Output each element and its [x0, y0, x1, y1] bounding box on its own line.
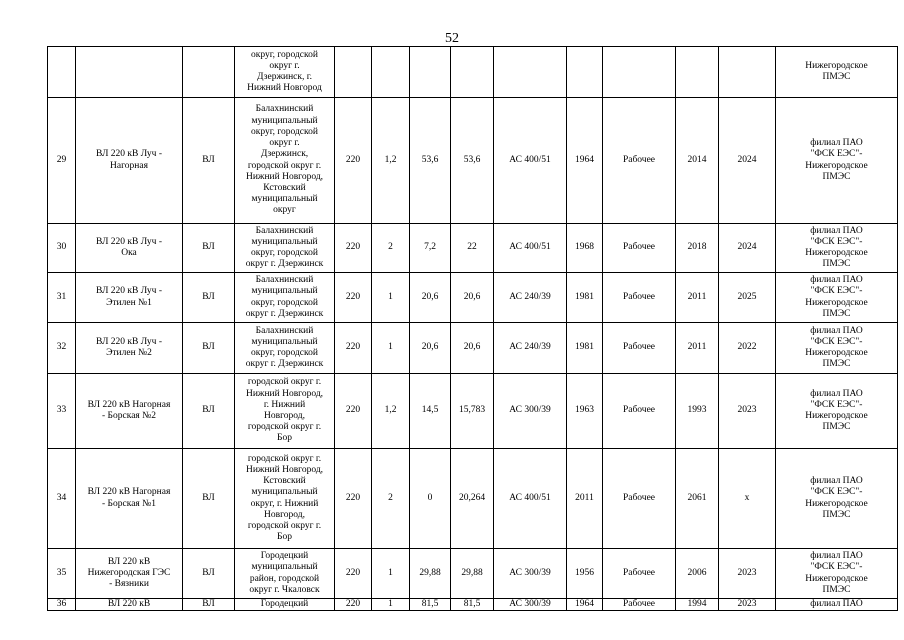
length-section-cell [410, 47, 451, 98]
owner-cell: филиал ПАО "ФСК ЕЭС"- Нижегородское ПМЭС [776, 323, 898, 374]
voltage-cell: 220 [335, 98, 372, 224]
table-row [48, 273, 898, 323]
municipality-cell: городской округ г. Нижний Новгород, Кстовский муниципальный округ, г. Нижний Новгород, городской округ г. Бор [235, 449, 335, 549]
owner-cell: филиал ПАО [776, 599, 898, 611]
wire-grade-cell: АС 240/39 [494, 273, 567, 323]
status-cell: Рабочее [603, 273, 676, 323]
owner-cell: Нижегородское ПМЭС [776, 47, 898, 98]
next-year-cell: х [719, 449, 776, 549]
line-type-cell: ВЛ [183, 599, 235, 611]
length-total-cell: 20,264 [451, 449, 494, 549]
owner-cell: филиал ПАО "ФСК ЕЭС"- Нижегородское ПМЭС [776, 273, 898, 323]
municipality-cell: Балахнинский муниципальный округ, городской округ г. Дзержинск, городской округ г. Нижний Новгород, Кстовский муниципальный округ [235, 98, 335, 224]
status-cell: Рабочее [603, 374, 676, 449]
circuit-count-cell: 2 [372, 449, 410, 549]
municipality-cell: Балахнинский муниципальный округ, городской округ г. Дзержинск [235, 224, 335, 273]
wire-grade-cell: АС 300/39 [494, 549, 567, 599]
length-total-cell [451, 47, 494, 98]
repair-year-cell: 2014 [676, 98, 719, 224]
line-name-cell: ВЛ 220 кВ Нижегородская ГЭС - Вязники [76, 549, 183, 599]
repair-year-cell: 1993 [676, 374, 719, 449]
commission-year-cell: 2011 [567, 449, 603, 549]
voltage-cell [335, 47, 372, 98]
length-total-cell: 29,88 [451, 549, 494, 599]
commission-year-cell: 1968 [567, 224, 603, 273]
line-type-cell: ВЛ [183, 374, 235, 449]
repair-year-cell [676, 47, 719, 98]
line-name-cell [76, 47, 183, 98]
owner-cell: филиал ПАО "ФСК ЕЭС"- Нижегородское ПМЭС [776, 549, 898, 599]
next-year-cell: 2023 [719, 374, 776, 449]
line-type-cell: ВЛ [183, 549, 235, 599]
next-year-cell: 2022 [719, 323, 776, 374]
commission-year-cell [567, 47, 603, 98]
commission-year-cell: 1963 [567, 374, 603, 449]
circuit-count-cell: 1 [372, 549, 410, 599]
line-name-cell: ВЛ 220 кВ Луч - Этилен №2 [76, 323, 183, 374]
line-name-cell: ВЛ 220 кВ Луч - Нагорная [76, 98, 183, 224]
circuit-count-cell: 1,2 [372, 98, 410, 224]
municipality-cell: Балахнинский муниципальный округ, городской округ г. Дзержинск [235, 273, 335, 323]
voltage-cell: 220 [335, 449, 372, 549]
line-type-cell [183, 47, 235, 98]
owner-cell: филиал ПАО "ФСК ЕЭС"- Нижегородское ПМЭС [776, 224, 898, 273]
voltage-cell: 220 [335, 549, 372, 599]
voltage-cell: 220 [335, 599, 372, 611]
length-section-cell: 20,6 [410, 273, 451, 323]
status-cell: Рабочее [603, 449, 676, 549]
line-type-cell: ВЛ [183, 449, 235, 549]
length-section-cell: 14,5 [410, 374, 451, 449]
length-section-cell: 20,6 [410, 323, 451, 374]
repair-year-cell: 1994 [676, 599, 719, 611]
line-name-cell: ВЛ 220 кВ Нагорная - Борская №2 [76, 374, 183, 449]
circuit-count-cell: 1 [372, 323, 410, 374]
table-row [48, 374, 898, 449]
next-year-cell: 2025 [719, 273, 776, 323]
voltage-cell: 220 [335, 273, 372, 323]
owner-cell: филиал ПАО "ФСК ЕЭС"- Нижегородское ПМЭС [776, 449, 898, 549]
wire-grade-cell: АС 400/51 [494, 224, 567, 273]
municipality-cell: округ, городской округ г. Дзержинск, г. Нижний Новгород [235, 47, 335, 98]
wire-grade-cell [494, 47, 567, 98]
length-total-cell: 53,6 [451, 98, 494, 224]
circuit-count-cell: 2 [372, 224, 410, 273]
table-row [48, 549, 898, 599]
circuit-count-cell [372, 47, 410, 98]
voltage-cell: 220 [335, 224, 372, 273]
wire-grade-cell: АС 400/51 [494, 449, 567, 549]
owner-cell: филиал ПАО "ФСК ЕЭС"- Нижегородское ПМЭС [776, 98, 898, 224]
line-name-cell: ВЛ 220 кВ Луч - Этилен №1 [76, 273, 183, 323]
wire-grade-cell: АС 300/39 [494, 374, 567, 449]
status-cell: Рабочее [603, 323, 676, 374]
line-type-cell: ВЛ [183, 224, 235, 273]
line-type-cell: ВЛ [183, 323, 235, 374]
table-row [48, 323, 898, 374]
municipality-cell: Балахнинский муниципальный округ, городской округ г. Дзержинск [235, 323, 335, 374]
row-number-cell: 33 [48, 374, 76, 449]
next-year-cell: 2024 [719, 98, 776, 224]
table-row [48, 599, 898, 611]
row-number-cell: 32 [48, 323, 76, 374]
power-lines-table [47, 46, 898, 611]
voltage-cell: 220 [335, 323, 372, 374]
length-section-cell: 53,6 [410, 98, 451, 224]
line-name-cell: ВЛ 220 кВ Нагорная - Борская №1 [76, 449, 183, 549]
row-number-cell: 35 [48, 549, 76, 599]
length-section-cell: 0 [410, 449, 451, 549]
length-section-cell: 81,5 [410, 599, 451, 611]
municipality-cell: городской округ г. Нижний Новгород, г. Нижний Новгород, городской округ г. Бор [235, 374, 335, 449]
table-row [48, 449, 898, 549]
status-cell: Рабочее [603, 98, 676, 224]
next-year-cell: 2023 [719, 549, 776, 599]
commission-year-cell: 1981 [567, 323, 603, 374]
commission-year-cell: 1956 [567, 549, 603, 599]
circuit-count-cell: 1 [372, 599, 410, 611]
wire-grade-cell: АС 300/39 [494, 599, 567, 611]
line-name-cell: ВЛ 220 кВ Луч - Ока [76, 224, 183, 273]
line-name-cell: ВЛ 220 кВ [76, 599, 183, 611]
municipality-cell: Городецкий муниципальный район, городской округ г. Чкаловск [235, 549, 335, 599]
wire-grade-cell: АС 400/51 [494, 98, 567, 224]
commission-year-cell: 1981 [567, 273, 603, 323]
circuit-count-cell: 1,2 [372, 374, 410, 449]
repair-year-cell: 2018 [676, 224, 719, 273]
row-number-cell: 31 [48, 273, 76, 323]
status-cell: Рабочее [603, 224, 676, 273]
row-number-cell [48, 47, 76, 98]
municipality-cell: Городецкий [235, 599, 335, 611]
table-row [48, 98, 898, 224]
row-number-cell: 34 [48, 449, 76, 549]
wire-grade-cell: АС 240/39 [494, 323, 567, 374]
voltage-cell: 220 [335, 374, 372, 449]
repair-year-cell: 2006 [676, 549, 719, 599]
commission-year-cell: 1964 [567, 98, 603, 224]
row-number-cell: 36 [48, 599, 76, 611]
row-number-cell: 29 [48, 98, 76, 224]
length-section-cell: 29,88 [410, 549, 451, 599]
page-number: 52 [445, 31, 459, 46]
length-total-cell: 22 [451, 224, 494, 273]
circuit-count-cell: 1 [372, 273, 410, 323]
table-row [48, 224, 898, 273]
next-year-cell [719, 47, 776, 98]
length-section-cell: 7,2 [410, 224, 451, 273]
line-type-cell: ВЛ [183, 98, 235, 224]
row-number-cell: 30 [48, 224, 76, 273]
length-total-cell: 20,6 [451, 323, 494, 374]
next-year-cell: 2023 [719, 599, 776, 611]
repair-year-cell: 2011 [676, 273, 719, 323]
length-total-cell: 20,6 [451, 273, 494, 323]
status-cell [603, 47, 676, 98]
commission-year-cell: 1964 [567, 599, 603, 611]
next-year-cell: 2024 [719, 224, 776, 273]
length-total-cell: 81,5 [451, 599, 494, 611]
owner-cell: филиал ПАО "ФСК ЕЭС"- Нижегородское ПМЭС [776, 374, 898, 449]
length-total-cell: 15,783 [451, 374, 494, 449]
line-type-cell: ВЛ [183, 273, 235, 323]
repair-year-cell: 2061 [676, 449, 719, 549]
repair-year-cell: 2011 [676, 323, 719, 374]
table-row [48, 47, 898, 98]
status-cell: Рабочее [603, 549, 676, 599]
status-cell: Рабочее [603, 599, 676, 611]
